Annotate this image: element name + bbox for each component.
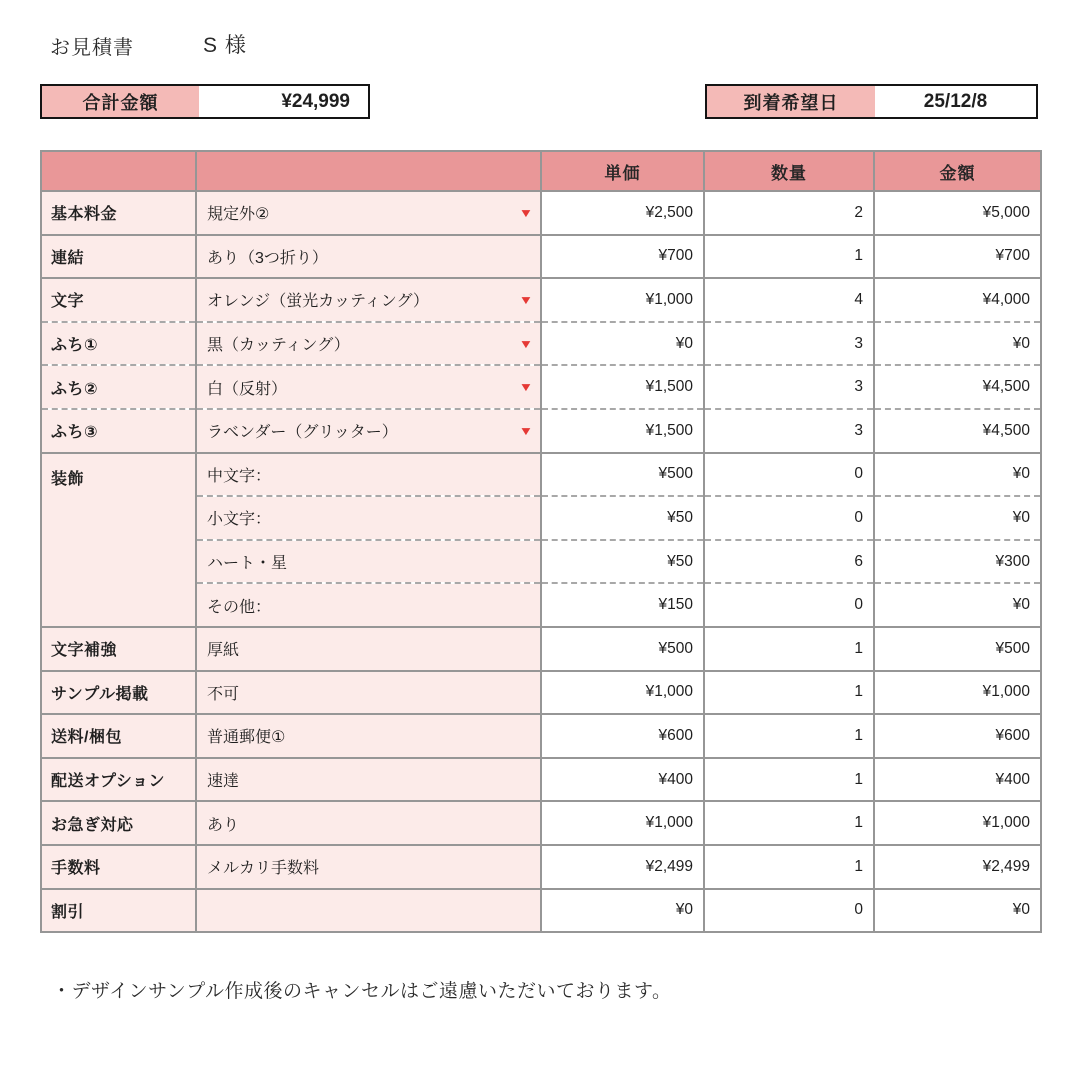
table-row xyxy=(41,453,1041,497)
header-option-col xyxy=(196,151,541,191)
row-label: ふち② xyxy=(41,365,196,409)
table-row xyxy=(41,758,1041,802)
unit-price-cell[interactable]: ¥400 xyxy=(541,758,704,802)
row-label: 文字補強 xyxy=(41,627,196,671)
amount-cell[interactable]: ¥700 xyxy=(874,235,1041,279)
option-cell[interactable] xyxy=(196,409,541,453)
unit-price-cell[interactable]: ¥50 xyxy=(541,496,704,540)
amount-cell[interactable]: ¥600 xyxy=(874,714,1041,758)
option-cell[interactable] xyxy=(196,278,541,322)
quantity-cell[interactable]: 1 xyxy=(704,845,874,889)
table-row xyxy=(41,627,1041,671)
quantity-cell[interactable]: 1 xyxy=(704,714,874,758)
total-value-cell[interactable]: ¥24,999 xyxy=(199,86,368,117)
row-label: 割引 xyxy=(41,889,196,933)
amount-cell[interactable]: ¥0 xyxy=(874,322,1041,366)
unit-price-cell[interactable]: ¥600 xyxy=(541,714,704,758)
option-cell xyxy=(196,235,541,279)
row-label: ふち③ xyxy=(41,409,196,453)
option-cell xyxy=(196,540,541,584)
option-cell xyxy=(196,845,541,889)
option-text: メルカリ手数料 xyxy=(207,860,320,878)
page-title: お見積書 xyxy=(50,37,134,59)
option-cell xyxy=(196,496,541,540)
option-cell xyxy=(196,801,541,845)
option-text: ラベンダー（グリッター） xyxy=(207,424,398,442)
option-text: オレンジ（蛍光カッティング） xyxy=(207,293,429,311)
option-text: あり xyxy=(207,816,240,834)
amount-cell[interactable]: ¥1,000 xyxy=(874,801,1041,845)
total-box xyxy=(40,84,370,119)
unit-price-cell[interactable]: ¥1,500 xyxy=(541,365,704,409)
table-row xyxy=(41,322,1041,366)
dropdown-arrow-icon[interactable]: ▼ xyxy=(518,205,534,220)
table-row xyxy=(41,671,1041,715)
option-text: ハート・星 xyxy=(207,555,288,573)
amount-cell[interactable]: ¥0 xyxy=(874,889,1041,933)
option-cell xyxy=(196,889,541,933)
amount-cell[interactable]: ¥1,000 xyxy=(874,671,1041,715)
option-text: 速達 xyxy=(207,773,240,791)
amount-cell[interactable]: ¥300 xyxy=(874,540,1041,584)
option-text: 規定外② xyxy=(207,206,270,224)
header-row xyxy=(41,151,1041,191)
row-label: お急ぎ対応 xyxy=(41,801,196,845)
option-cell xyxy=(196,627,541,671)
unit-price-cell[interactable]: ¥700 xyxy=(541,235,704,279)
row-label: 基本料金 xyxy=(41,191,196,235)
header-quantity: 数量 xyxy=(704,151,874,191)
amount-cell[interactable]: ¥5,000 xyxy=(874,191,1041,235)
total-label: 合計金額 xyxy=(42,86,199,117)
row-label: 文字 xyxy=(41,278,196,322)
amount-cell[interactable]: ¥4,500 xyxy=(874,365,1041,409)
option-text: 普通郵便① xyxy=(207,729,286,747)
unit-price-cell[interactable]: ¥500 xyxy=(541,453,704,497)
unit-price-cell[interactable]: ¥1,000 xyxy=(541,671,704,715)
header-amount: 金額 xyxy=(874,151,1041,191)
unit-price-cell[interactable]: ¥1,000 xyxy=(541,278,704,322)
table-row xyxy=(41,714,1041,758)
amount-cell[interactable]: ¥4,000 xyxy=(874,278,1041,322)
quantity-cell[interactable]: 0 xyxy=(704,496,874,540)
option-text: 黒（カッティング） xyxy=(207,337,350,355)
dropdown-arrow-icon[interactable]: ▼ xyxy=(518,380,534,395)
table-row xyxy=(41,365,1041,409)
unit-price-cell[interactable]: ¥1,500 xyxy=(541,409,704,453)
unit-price-cell[interactable]: ¥150 xyxy=(541,583,704,627)
quantity-cell[interactable]: 3 xyxy=(704,322,874,366)
quantity-cell[interactable]: 1 xyxy=(704,627,874,671)
cancellation-note: ・デザインサンプル作成後のキャンセルはご遠慮いただいております。 xyxy=(52,981,672,1002)
quantity-cell[interactable]: 0 xyxy=(704,889,874,933)
quantity-cell[interactable]: 0 xyxy=(704,583,874,627)
amount-cell[interactable]: ¥500 xyxy=(874,627,1041,671)
table-row xyxy=(41,278,1041,322)
option-cell[interactable] xyxy=(196,191,541,235)
table-row xyxy=(41,801,1041,845)
amount-cell[interactable]: ¥4,500 xyxy=(874,409,1041,453)
option-text: 小文字： xyxy=(207,511,272,529)
quantity-cell[interactable]: 2 xyxy=(704,191,874,235)
estimate-table xyxy=(40,150,1042,933)
table-row xyxy=(41,409,1041,453)
option-text: その他： xyxy=(207,598,272,616)
option-cell xyxy=(196,714,541,758)
unit-price-cell[interactable]: ¥2,499 xyxy=(541,845,704,889)
row-label: 連結 xyxy=(41,235,196,279)
quantity-cell[interactable]: 3 xyxy=(704,365,874,409)
option-cell[interactable] xyxy=(196,365,541,409)
unit-price-cell[interactable]: ¥0 xyxy=(541,889,704,933)
header-item-col xyxy=(41,151,196,191)
unit-price-cell[interactable]: ¥1,000 xyxy=(541,801,704,845)
amount-cell[interactable]: ¥0 xyxy=(874,583,1041,627)
row-label: ふち① xyxy=(41,322,196,366)
estimate-table-body xyxy=(41,191,1041,932)
amount-cell[interactable]: ¥0 xyxy=(874,496,1041,540)
customer-name: S 様 xyxy=(203,34,247,57)
row-label: 送料/梱包 xyxy=(41,714,196,758)
quantity-cell[interactable]: 1 xyxy=(704,801,874,845)
option-text: あり（3つ折り） xyxy=(207,249,328,267)
option-text: 中文字： xyxy=(207,467,272,485)
arrival-date-label: 到着希望日 xyxy=(707,86,875,117)
row-label: 手数料 xyxy=(41,845,196,889)
option-cell xyxy=(196,671,541,715)
quantity-cell[interactable]: 4 xyxy=(704,278,874,322)
unit-price-cell[interactable]: ¥0 xyxy=(541,322,704,366)
option-cell xyxy=(196,758,541,802)
option-cell xyxy=(196,583,541,627)
option-text: 厚紙 xyxy=(207,642,240,660)
table-row xyxy=(41,845,1041,889)
quantity-cell[interactable]: 1 xyxy=(704,671,874,715)
header-unit-price: 単価 xyxy=(541,151,704,191)
quantity-cell[interactable]: 1 xyxy=(704,235,874,279)
table-row xyxy=(41,889,1041,933)
quantity-cell[interactable]: 1 xyxy=(704,758,874,802)
option-cell xyxy=(196,453,541,497)
amount-cell[interactable]: ¥400 xyxy=(874,758,1041,802)
option-cell[interactable] xyxy=(196,322,541,366)
dropdown-arrow-icon[interactable]: ▼ xyxy=(518,423,534,438)
option-text: 不可 xyxy=(207,685,240,703)
arrival-date-box xyxy=(705,84,1038,119)
row-label: サンプル掲載 xyxy=(41,671,196,715)
row-label: 配送オプション xyxy=(41,758,196,802)
row-label: 装飾 xyxy=(41,453,196,627)
option-text: 白（反射） xyxy=(207,380,288,398)
dropdown-arrow-icon[interactable]: ▼ xyxy=(518,292,534,307)
unit-price-cell[interactable]: ¥2,500 xyxy=(541,191,704,235)
unit-price-cell[interactable]: ¥500 xyxy=(541,627,704,671)
quantity-cell[interactable]: 0 xyxy=(704,453,874,497)
estimate-table-wrap xyxy=(40,150,1042,933)
quantity-cell[interactable]: 3 xyxy=(704,409,874,453)
dropdown-arrow-icon[interactable]: ▼ xyxy=(518,336,534,351)
unit-price-cell[interactable]: ¥50 xyxy=(541,540,704,584)
amount-cell[interactable]: ¥0 xyxy=(874,453,1041,497)
table-row xyxy=(41,191,1041,235)
quantity-cell[interactable]: 6 xyxy=(704,540,874,584)
amount-cell[interactable]: ¥2,499 xyxy=(874,845,1041,889)
arrival-date-value-cell[interactable]: 25/12/8 xyxy=(875,86,1036,117)
table-row xyxy=(41,235,1041,279)
